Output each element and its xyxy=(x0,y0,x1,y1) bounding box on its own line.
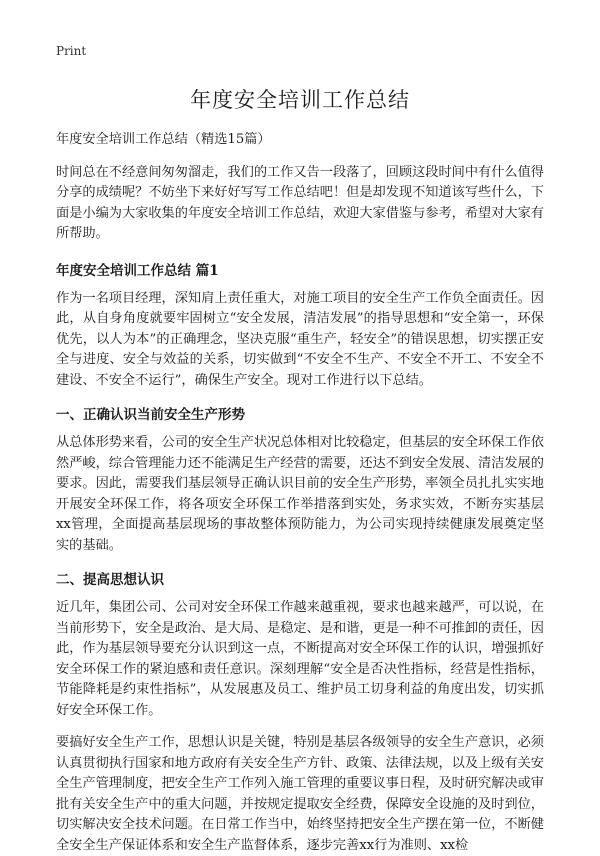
article-heading: 年度安全培训工作总结 篇1 xyxy=(56,262,219,279)
section-2-paragraph-1: 近几年，集团公司、公司对安全环保工作越来越重视，要求也越来越严，可以说，在当前形势下，安全是政治、是大局、是稳定、是和谐，更是一种不可推卸的责任，因此，作为基层领导要充分认识到这一点，不断提高对安全环保工作的认识，增强抓好安全环保工作的紧迫感和责任意识。深刻理解“安全是否决性指标，经营是性指标，节能降耗是约束性指标”，从发展惠及员工、维护员工切身利益的角度出发，切实抓好安全环保工作。 xyxy=(56,600,544,718)
page-title: 年度安全培训工作总结 xyxy=(190,88,410,112)
intro-paragraph: 时间总在不经意间匆匆溜走，我们的工作又告一段落了，回顾这段时间中有什么值得分享的成绩呢？不妨坐下来好好写写工作总结吧！但是却发现不知道该写些什么，下面是小编为大家收集的年度安全培训工作总结，欢迎大家借鉴与参考，希望对大家有所帮助。 xyxy=(56,164,544,241)
paragraph-1: 作为一名项目经理，深知肩上责任重大，对施工项目的安全生产工作负全面责任。因此，从自身角度就要牢固树立“安全发展，清洁发展”的指导思想和“安全第一，环保优先，以人为本”的正确理念，坚决克服“重生产，轻安全”的错误思想，切实摆正安全与进度、安全与效益的关系，切实做到“不安全不生产、不安全不开工、不安全不建设、不安全不运行”，确保生产安全。现对工作进行以下总结。 xyxy=(56,290,544,388)
section-2-paragraph-2: 要搞好安全生产工作，思想认识是关键，特别是基层各级领导的安全生产意识，必须认真贯彻执行国家和地方政府有关安全生产方针、政策、法律法规，以及上级有关安全生产管理制度，把安全生产工作列入施工管理的重要议事日程，及时研究解决或审批有关安全生产中的重大问题，并按规定提取安全经费，保障安全设施的及时到位，切实解决安全技术问题。在日常工作当中，始终坚持把安全生产摆在第一位，不断健全安全生产保证体系和安全生产监督体系，逐步完善xx行为准则、xx检 xyxy=(56,735,544,853)
print-link[interactable]: Print xyxy=(56,44,87,58)
section-1-heading: 一、正确认识当前安全生产形势 xyxy=(56,407,245,423)
subtitle: 年度安全培训工作总结（精选15篇） xyxy=(56,132,271,147)
section-2-heading: 二、提高思想认识 xyxy=(56,572,164,588)
section-1-paragraph: 从总体形势来看，公司的安全生产状况总体相对比较稳定，但基层的安全环保工作依然严峻，综合管理能力还不能满足生产经营的需要，还达不到安全发展、清洁发展的要求。因此，需要我们基层领导正确认识目前的安全生产形势，率领全员扎扎实实地开展安全环保工作，将各项安全环保工作举措落到实处，务求实效，不断夯实基层xx管理，全面提高基层现场的事故整体预防能力，为公司实现持续健康发展奠定坚实的基础。 xyxy=(56,435,544,553)
